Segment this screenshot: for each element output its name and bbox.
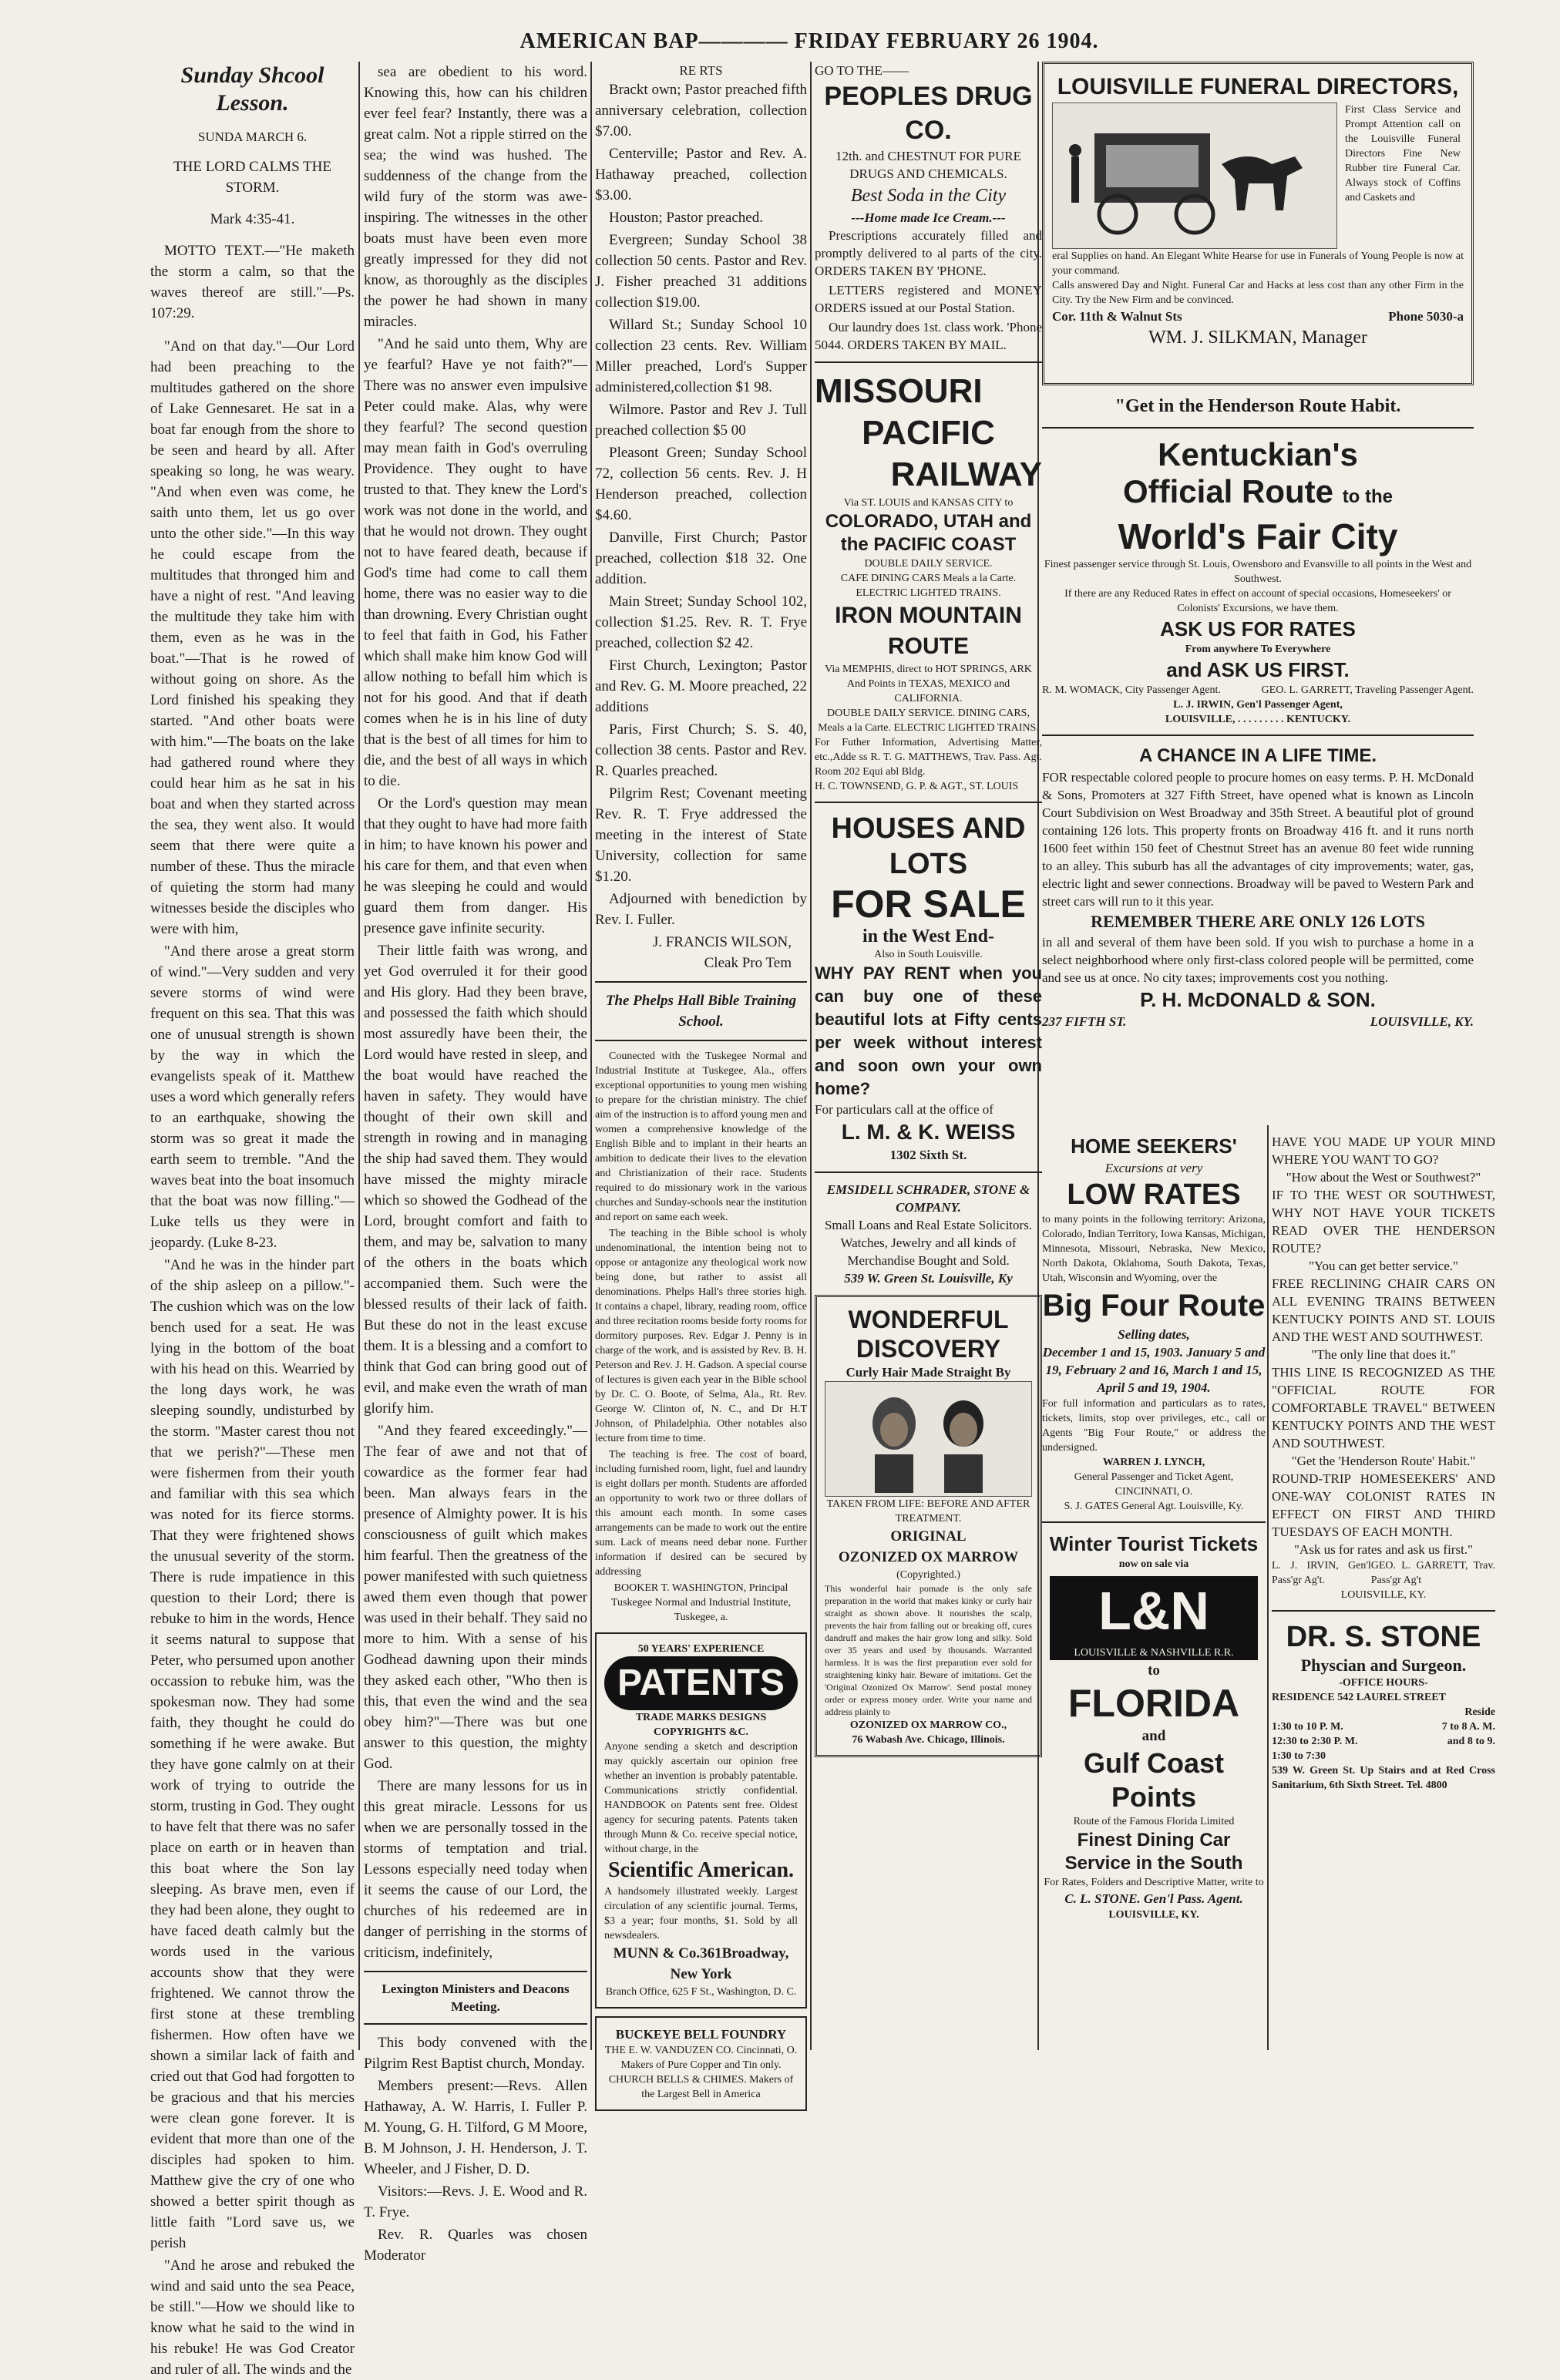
to-the: to the bbox=[1342, 486, 1394, 507]
ice-cream: ---Home made Ice Cream.--- bbox=[851, 210, 1006, 225]
report-item: Pleasont Green; Sunday School 72, collection 56 cents. Rev. J. H Henderson preached, collection $4.60. bbox=[595, 445, 807, 523]
garrett: GEO. L. GARRETT, Traveling Passenger Agent. bbox=[1261, 684, 1474, 696]
gates: S. J. GATES General Agt. Louisville, Ky. bbox=[1064, 1501, 1244, 1512]
report-item: Evergreen; Sunday School 38 collection 50 cents. Pastor and Rev. J. Fisher preached 31 additions collection $19.00. bbox=[595, 232, 807, 311]
before-after-portrait-image bbox=[825, 1381, 1032, 1497]
gulf-coast: Gulf Coast Points bbox=[1083, 1747, 1224, 1813]
ad-text: Via MEMPHIS, direct to HOT SPRINGS, ARK And Points in TEXAS, MEXICO and CALIFORNIA. bbox=[825, 664, 1032, 704]
report-item: Wilmore. Pastor and Rev J. Tull preached collection $5 00 bbox=[595, 402, 807, 439]
phelps-paragraph: Counected with the Tuskegee Normal and Industrial Institute at Tuskegee, Ala., offers exceptional opportunities to young men wishing to prepare for the christian ministry. The chief aim of the instruction is to afford young men and women a comprehensive knowledge of the English Bible and to implant in their hearts an ambition to dedicate their lives to the elevation and Christianization of their race. Students required to do missionary work in the various churches and Sunday-schools near the institution and report on same each week. bbox=[595, 1050, 807, 1223]
pacific-title: PACIFIC bbox=[862, 414, 995, 452]
iron-mountain-title: IRON MOUNTAIN ROUTE bbox=[835, 603, 1022, 659]
article-paragraph: "And they feared exceedingly."—The fear of awe and not that of cowardice as the former fear had been. Man always fears in the presence of Almighty power. It is his consciousness of guilt which makes him fearful. Then the greatness of the power manifested with such quietness awed them even though that power was used in their behalf. They said no more to him. With a sense of his Godhead dawning upon their minds they asked each other, "Who then is this, that even the wind and the sea obey him?"—There was but one answer to this question, the mighty God. bbox=[364, 1423, 587, 1772]
louisville-ky: LOUISVILLE, KY. bbox=[1370, 1014, 1474, 1029]
lynch: WARREN J. LYNCH, bbox=[1102, 1457, 1205, 1468]
henderson-text: ROUND-TRIP HOMESEEKERS' AND ONE-WAY COLONIST RATES IN EFFECT ON FIRST AND THIRD TUESDAYS OF EACH MONTH. bbox=[1272, 1471, 1495, 1539]
article-paragraph: There are many lessons for us in this great miracle. Lessons for us when we are personally tossed in the storms of temptation and trial. Lessons especially need today when it seems the cause of our Lord, the churches of his redeemed are in danger of perrishing in the storms of criticism, indefinitely, bbox=[364, 1778, 587, 1961]
report-item: Centerville; Pastor and Rev. A. Hathaway preached, collection $3.00. bbox=[595, 146, 807, 203]
peoples-drug-address: 12th. and CHESTNUT FOR PURE DRUGS AND CHEMICALS. bbox=[835, 149, 1021, 181]
cl-stone: C. L. STONE. Gen'l Pass. Agent. bbox=[1064, 1891, 1243, 1906]
dining-service: Finest Dining Car Service in the South bbox=[1064, 1830, 1243, 1874]
henderson-text: THIS LINE IS RECOGNIZED AS THE "OFFICIAL ROUTE FOR COMFORTABLE TRAVEL" BETWEEN KENTUCKY POINTS AND THE WEST AND SOUTHWEST. bbox=[1272, 1365, 1495, 1451]
article-paragraph: sea are obedient to his word. Knowing this, how can his children ever feel fear? Instantly, there was a great calm. Not a ripple stirred on the sea; the wind was hushed. The suddenness of the change from the wild fury of the storm was awe-inspiring. The witnesses in the other boats must have been even more greatly impressed for they did not know, as thoroughly as the disciples the power he had shown in many miracles. bbox=[364, 64, 587, 330]
column-sunday-school bbox=[150, 62, 355, 2378]
article-paragraph: Members present:—Revs. Allen Hathaway, A. W. Harris, I. Fuller P. M. Young, G. H. Tilford, G M Moore, B. M Johnson, J. H. Henderson, J. T. Wheeler, and J Fisher, D. D. bbox=[364, 2078, 587, 2177]
phelps-paragraph: The teaching is free. The cost of board, including furnished room, light, fuel and laundry is eight dollars per month. Students are afforded an opportunity to work two or three dollars of this amount each month. In some cases arrangements can be made to work out the entire sum. Lack of means need debar none. Further information if desired can be secured by addressing bbox=[595, 1449, 807, 1578]
houses-lots-title: HOUSES AND LOTS bbox=[831, 812, 1026, 880]
garrett: GEO. L. GARRETT, Trav. Pass'gr Ag't bbox=[1370, 1560, 1495, 1586]
only-line: "The only line that does it." bbox=[1311, 1347, 1456, 1362]
report-item: Main Street; Sunday School 102, collection $1.25. Rev. R. T. Frye preached, collection $2 42. bbox=[595, 593, 807, 651]
patents-trademarks: TRADE MARKS DESIGNS COPYRIGHTS &C. bbox=[635, 1712, 767, 1738]
taken-from-life: TAKEN FROM LIFE: BEFORE AND AFTER TREATMENT. bbox=[826, 1498, 1030, 1524]
big-four-route: Big Four Route bbox=[1042, 1289, 1266, 1323]
munn-branch: Branch Office, 625 F St., Washington, D. C. bbox=[605, 1986, 797, 1998]
dr-stone: DR. S. STONE bbox=[1286, 1621, 1481, 1653]
bell-foundry-title: BUCKEYE BELL FOUNDRY bbox=[615, 2027, 787, 2042]
chance-text: FOR respectable colored people to procure homes on easy terms. P. H. McDonald & Sons, Promoters at 327 Fifth Street, have opened what is known as Lincoln Court Subdivision on West Broadway and 35th Street. A beautiful plot of ground containing 126 lots. This property fronts on Broadway 416 ft. and it runs north 1600 feet within 150 feet of Chestnut Street has an avenue 80 feet wide running to an alley. This suburb has all the advantages of city improvements; water, gas, electric light and sewer connections. Broadway will be paved to Western Park and street cars will run to it this year. bbox=[1042, 770, 1474, 909]
report-item: Paris, First Church; S. S. 40, collection 38 cents. Pastor and Rev. R. Quarles preached. bbox=[595, 721, 807, 779]
womack: R. M. WOMACK, City Passenger Agent. bbox=[1042, 684, 1221, 696]
funeral-directors-title: LOUISVILLE FUNERAL DIRECTORS, bbox=[1057, 74, 1459, 99]
column-ads-lower-right bbox=[1272, 1133, 1495, 2058]
phelps-paragraph: The teaching in the Bible school is wholy undenominational, the intention being not to oppose or antagonize any theological work now being done, but rather to assist all denominations. Phelps Hall's three stories high. It contains a chapel, library, reading room, office and three recitation rooms beside forty rooms for dormitory purposes. Rev. Edgar J. Penny is in charge of the work, and is assisted by Rev. B. H. Peterson and Rev. J. H. Gadson. A special course of lectures is given each year in the Bible school by Dr. C. O. Boote, of Selma, Ala., Rt. Rev. George W. Clinton of, N. C., and Dr H.T Johnson, of Philadelphia. Other notables also lecture from time to time. bbox=[595, 1228, 807, 1444]
dates-list: December 1 and 15, 1903. January 5 and 19, February 2 and 16, March 1 and 15, April 5 and 19, 1904. bbox=[1042, 1345, 1266, 1395]
cl-stone-city: LOUISVILLE, KY. bbox=[1108, 1909, 1199, 1921]
henderson-text: Finest passenger service through St. Louis, Owensboro and Evansville to all points in the West and Southwest. bbox=[1044, 559, 1472, 585]
chance-text: in all and several of them have been sold. If you wish to purchase a home in a select neighborhood where only first-class colored people will be permitted, come and see us at once. No city taxes; improvements cost you nothing. bbox=[1042, 935, 1474, 985]
ad-text: For particulars call at the office of bbox=[815, 1102, 993, 1117]
article-paragraph: "And there arose a great storm of wind."—Very sudden and very severe storms of wind were frequent on this sea. That this was one of unusual strength is shown by the way in which the evangelists speak of it. Matthew uses a word which generally refers to an earthquake, showing the storm was so great it made the earth seem to tremble. "And the waves beat into the boat insomuch that the boat was now filling."—Luke tells us they were in jeopardy. (Luke 8-23. bbox=[150, 943, 355, 1251]
to-word: to bbox=[1148, 1662, 1160, 1679]
home-seekers-text: to many points in the following territory: Arizona, Colorado, Indian Territory, Iowa Kansas, Michigan, Minnesota, Missouri, Nebraska, New Mexico, North Dakota, Oklahoma, South Dakota, Texas, Utah, Wisconsin and Wyoming, over the bbox=[1042, 1214, 1266, 1284]
physician: Physcian and Surgeon. bbox=[1300, 1656, 1467, 1675]
article-paragraph: This body convened with the Pilgrim Rest Baptist church, Monday. bbox=[364, 2035, 587, 2072]
hearse-wagon-image bbox=[1052, 103, 1337, 249]
phelps-hall-heading: The Phelps Hall Bible Training School. bbox=[605, 993, 797, 1030]
column-lesson-continued bbox=[364, 62, 587, 2264]
ask-rates: ASK US FOR RATES bbox=[1160, 617, 1356, 640]
weiss-name: L. M. & K. WEISS bbox=[841, 1120, 1016, 1144]
better-service: "You can get better service." bbox=[1309, 1259, 1458, 1273]
ad-text: H. C. TOWNSEND, G. P. & AGT., ST. LOUIS bbox=[815, 781, 1019, 792]
big-four-text: For full information and particulars as to rates, tickets, limits, stop over privileges, etc., call or Agents "Big Four Route," or address the undersigned. bbox=[1042, 1398, 1266, 1454]
how-about-west: "How about the West or Southwest?" bbox=[1286, 1170, 1481, 1185]
ad-text: CAFE DINING CARS Meals a la Carte. ELECTRIC LIGHTED TRAINS. bbox=[840, 573, 1017, 599]
column-ads-center bbox=[815, 62, 1042, 2058]
residence: RESIDENCE 542 LAUREL STREET bbox=[1272, 1692, 1447, 1703]
article-paragraph: Their little faith was wrong, and yet God overruled it for their good and His glory. Had they been brave, and possessed the faith which should most assuredly have been their, the Lord would have rested in sleep, and the boat would have reached the haven in safety. They would have thought of their own skill and strength in rowing and in managing the ship had saved them. They would have missed the mighty miracle which so showed the Godhead of the Lord, brought comfort and faith to them, and may be, salvation to many of the others in the boats which accompanied them. Such were the blessed results of their lack of faith. But these do not in the least excuse them. It is a blessing and a comfort to think that God can bring good out of evil, and make even the wrath of man glorify him. bbox=[364, 943, 587, 1417]
mcdonald-name: P. H. McDONALD & SON. bbox=[1140, 988, 1376, 1011]
henderson-text: IF TO THE WEST OR SOUTHWEST, WHY NOT HAVE YOUR TICKETS READ OVER THE HENDERSON ROUTE? bbox=[1272, 1188, 1495, 1256]
goto-label: GO TO THE—— bbox=[815, 63, 909, 78]
ask-us: "Ask us for rates and ask us first." bbox=[1293, 1542, 1473, 1557]
column-ads-lower-middle bbox=[1042, 1133, 1266, 2058]
report-item: Danville, First Church; Pastor preached, collection $18 32. One addition. bbox=[595, 529, 807, 587]
ad-text: DOUBLE DAILY SERVICE. DINING CARS, Meals a la Carte. ELECTRIC LIGHTED TRAINS. bbox=[818, 708, 1039, 734]
emsidell-title: EMSIDELL SCHRADER, STONE & COMPANY. bbox=[826, 1182, 1030, 1215]
reports-heading: RE RTS bbox=[679, 63, 723, 78]
west-end: in the West End- bbox=[862, 926, 994, 946]
hours: 12:30 to 2:30 P. M. bbox=[1272, 1736, 1358, 1747]
ox-marrow-name: OZONIZED OX MARROW bbox=[838, 1549, 1019, 1565]
ox-marrow-ad bbox=[815, 1295, 1042, 1757]
louisville-ky: LOUISVILLE, KY. bbox=[1340, 1589, 1427, 1601]
funeral-manager: WM. J. SILKMAN, Manager bbox=[1148, 328, 1367, 348]
office-hours: -OFFICE HOURS- bbox=[1339, 1677, 1428, 1689]
lesson-date: SUNDA MARCH 6. bbox=[197, 129, 308, 144]
on-sale-via: now on sale via bbox=[1118, 1558, 1189, 1570]
lynch-title: General Passenger and Ticket Agent, CINCINNATI, O. bbox=[1074, 1471, 1234, 1498]
low-rates: LOW RATES bbox=[1067, 1178, 1241, 1211]
article-paragraph: Rev. R. Quarles was chosen Moderator bbox=[364, 2227, 587, 2264]
best-soda: Best Soda in the City bbox=[850, 186, 1007, 206]
motto-text: MOTTO TEXT.—"He maketh the storm a calm, so that the waves thereof are still."—Ps. 107:29. bbox=[150, 243, 355, 321]
irvin: L. J. IRVIN, Gen'l Pass'gr Ag't. bbox=[1272, 1560, 1371, 1586]
ox-marrow-company: OZONIZED OX MARROW CO., bbox=[849, 1719, 1007, 1731]
hours: 7 to 8 A. M. bbox=[1441, 1721, 1495, 1733]
scientific-american: Scientific American. bbox=[607, 1858, 795, 1882]
irwin: L. J. IRWIN, Gen'l Passenger Agent, bbox=[1173, 699, 1343, 711]
funeral-corner: Cor. 11th & Walnut Sts bbox=[1052, 309, 1182, 324]
funeral-text: Calls answered Day and Night. Funeral Car and Hacks at less cost than any other Firm in the City. Try the New Firm and be convinced. bbox=[1052, 280, 1464, 306]
missouri-title: MISSOURI bbox=[815, 372, 983, 410]
ask-first: and ASK US FIRST. bbox=[1166, 658, 1350, 681]
curly-hair: Curly Hair Made Straight By bbox=[846, 1365, 1011, 1380]
report-item: Brackt own; Pastor preached fifth anniversary celebration, collection $7.00. bbox=[595, 82, 807, 140]
made-up-mind: HAVE YOU MADE UP YOUR MIND WHERE YOU WANT TO GO? bbox=[1272, 1135, 1495, 1167]
lesson-reference: Mark 4:35-41. bbox=[210, 211, 295, 227]
phelps-address: BOOKER T. WASHINGTON, Principal Tuskegee Normal and Industrial Institute, Tuskegee, a. bbox=[610, 1582, 792, 1623]
column-rule bbox=[810, 62, 812, 2050]
report-item: Houston; Pastor preached. bbox=[609, 210, 763, 226]
ox-marrow-address: 76 Wabash Ave. Chicago, Illinois. bbox=[852, 1734, 1005, 1746]
bell-foundry-text: THE E. W. VANDUZEN CO. Cincinnati, O. Makers of Pure Copper and Tin only. CHURCH BELLS & CHIMES. Makers of the Largest Bell in America bbox=[604, 2045, 798, 2100]
report-item: Adjourned with benediction by Rev. I. Fuller. bbox=[595, 891, 807, 928]
patents-ad bbox=[595, 1632, 807, 2009]
article-paragraph: "And he arose and rebuked the wind and said unto the sea Peace, be still."—How we should like to know what he said to the wind in his rebuke! He was God Creator and ruler of all. The winds and the bbox=[150, 2257, 355, 2378]
famous-route: Route of the Famous Florida Limited bbox=[1073, 1816, 1235, 1827]
ad-text: Small Loans and Real Estate Solicitors. Watches, Jewelry and all kinds of Merchandise Bought and Sold. bbox=[824, 1218, 1033, 1268]
selling-dates: Selling dates, bbox=[1118, 1327, 1190, 1342]
south-louisville: Also in South Louisville. bbox=[874, 949, 983, 960]
for-sale-title: FOR SALE bbox=[831, 882, 1026, 926]
patents-logo: PATENTS bbox=[604, 1656, 798, 1710]
official-route: Official Route bbox=[1122, 473, 1334, 509]
ad-text: Prescriptions accurately filled and promptly delivered to al parts of the city. ORDERS TAKEN BY 'PHONE. bbox=[815, 228, 1042, 278]
funeral-text: eral Supplies on hand. An Elegant White Hearse for use in Funerals of Young People is now at your command. bbox=[1052, 250, 1464, 277]
ad-text: For Futher Information, Advertising Matter, etc.,Adde ss R. T. G. MATTHEWS, Trav. Pass. Agt. Room 202 Equi abl Bldg. bbox=[815, 737, 1042, 778]
peoples-drug-title: PEOPLES DRUG CO. bbox=[824, 82, 1033, 145]
rates-folders: For Rates, Folders and Descriptive Matter, write to bbox=[1044, 1877, 1264, 1888]
and-word: and bbox=[1141, 1728, 1166, 1744]
railway-title: RAILWAY bbox=[890, 455, 1042, 493]
column-rule bbox=[590, 62, 592, 2050]
residence-short: Reside bbox=[1464, 1706, 1495, 1718]
copyrighted: (Copyrighted.) bbox=[896, 1569, 960, 1581]
excursions: Excursions at very bbox=[1104, 1161, 1203, 1175]
hours: 1:30 to 10 P. M. bbox=[1272, 1721, 1343, 1733]
remember-lots: REMEMBER THERE ARE ONLY 126 LOTS bbox=[1091, 912, 1425, 931]
hours: 1:30 to 7:30 bbox=[1272, 1750, 1326, 1762]
ad-text: Our laundry does 1st. class work. 'Phone 5044. ORDERS TAKEN BY MAIL. bbox=[815, 320, 1042, 352]
florida: FLORIDA bbox=[1067, 1682, 1240, 1725]
anywhere: From anywhere To Everywhere bbox=[1185, 644, 1331, 655]
why-pay-rent: WHY PAY RENT when you can buy one of these beautiful lots at Fifty cents per week without interest and soon own your own home? bbox=[815, 963, 1042, 1098]
original-label: ORIGINAL bbox=[890, 1528, 967, 1545]
winter-tourist: Winter Tourist Tickets bbox=[1049, 1532, 1259, 1555]
article-paragraph: "And on that day."—Our Lord had been preaching to the multitudes gathered on the shore of Lake Gennesaret. He sat in a boat far enough from the shore to be seen and heard by all. After speaking so long, he was weary. "And when even was come, he saith unto them, let us go over unto the other side."—In this way he could escape from the multitudes that thronged him and have a night of rest. "And leaving the multitude they take him with them, even as he was in the boat."—That is he rowed of without going on shore. As the Lord finished his speaking they started. "And other boats were with him."—The boats on the lake had gathered round where they could hear him as he sat in his boat and when they started across the sea, they went also. It would seem that there were quite a number of these. Thus the miracle of quieting the storm had many witnesses beside the disciples who were with him, bbox=[150, 338, 355, 937]
ad-text: DOUBLE DAILY SERVICE. bbox=[864, 558, 993, 570]
home-seekers: HOME SEEKERS' bbox=[1071, 1135, 1237, 1158]
green-st-address: 539 W. Green St. Louisville, Ky bbox=[844, 1271, 1013, 1286]
patents-experience: 50 YEARS' EXPERIENCE bbox=[637, 1643, 765, 1655]
ad-text: Via ST. LOUIS and KANSAS CITY to bbox=[843, 497, 1014, 509]
funeral-directors-ad bbox=[1042, 62, 1474, 385]
henderson-text: FREE RECLINING CHAIR CARS ON ALL EVENING TRAINS BETWEEN KENTUCKY POINTS AND ST. LOUIS AND THE WEST AND SOUTHWEST. bbox=[1272, 1276, 1495, 1344]
weiss-address: 1302 Sixth St. bbox=[889, 1148, 967, 1162]
wonderful-discovery: WONDERFUL DISCOVERY bbox=[848, 1306, 1009, 1363]
article-paragraph: Or the Lord's question may mean that they ought to have had more faith in him; to have known his power and his care for them, and that even when he was sleeping he could and would guard them from danger. His presence gave infinite security. bbox=[364, 795, 587, 936]
ln-name: LOUISVILLE & NASHVILLE R.R. bbox=[1050, 1645, 1258, 1660]
fifth-st: 237 FIFTH ST. bbox=[1042, 1014, 1127, 1029]
lesson-title: Sunday Shcool Lesson. bbox=[180, 62, 324, 116]
patents-text: Anyone sending a sketch and description may quickly ascertain our opinion free whether an invention is probably patentable. Communications strictly confidential. HANDBOOK on Patents sent free. Oldest agency for securing patents. Patents taken through Munn & Co. receive special notice, without charge, in the bbox=[604, 1741, 798, 1855]
henderson-habit: "Get in the Henderson Route Habit. bbox=[1115, 396, 1401, 416]
ox-marrow-text: This wonderful hair pomade is the only safe preparation in the world that makes kinky or curly hair straight as shown above. It nourishes the scalp, prevents the hair from falling out or breaking off, cures dandruff and makes the hair grow long and silky. Sold over 35 years and used by thousands. Warranted harmless. It is was the first preparation ever sold for straightening kinky hair. Beware of imitations. Get the 'Original Ozonized Ox Marrow'. Send postal money order or express money order. Write your name and address plainly to bbox=[825, 1583, 1032, 1717]
green-st: 539 W. Green St. Up Stairs and at Red Cross Sanitarium, 6th Sixth Street. Tel. 4800 bbox=[1272, 1765, 1495, 1791]
louisville-line: LOUISVILLE, . . . . . . . . . KENTUCKY. bbox=[1165, 714, 1351, 725]
ad-text: LETTERS registered and MONEY ORDERS issued at our Postal Station. bbox=[815, 283, 1042, 315]
report-item: Willard St.; Sunday School 10 collection 23 cents. Rev. William Miller preached, Lord's Supper administered,collection $1 98. bbox=[595, 317, 807, 395]
colorado-route: COLORADO, UTAH and the PACIFIC COAST bbox=[825, 511, 1032, 555]
article-paragraph: "And he said unto them, Why are ye fearful? Have ye not faith?"—There was no answer even impulsive Peter could make. Alas, why were they fearful? The second question may mean faith in God's overruling Providence. They ought to have trusted to that. They knew the Lord's work was not done in the world, and that he would not drown. They ought not to have feared death, because if God's time had come to call them home, there was no easier way to die than drowning. Every Christian ought to feel that faith in God, his Father which shall make him know God will allow nothing to befall him which is not for his good. And that if death comes when he is in his line of duty that is the best of all times for him to die, and the best of all ways in which to die. bbox=[364, 336, 587, 789]
column-ads-right-top bbox=[1042, 62, 1474, 1125]
column-rule bbox=[1267, 1125, 1269, 2050]
get-habit: "Get the 'Henderson Route' Habit." bbox=[1291, 1454, 1476, 1468]
report-item: Pilgrim Rest; Covenant meeting Rev. R. T. Frye addressed the meeting in the interest of State University, collection for same $1.20. bbox=[595, 785, 807, 885]
funeral-side-text: First Class Service and Prompt Attention call on the Louisville Funeral Directors Fine New Rubber tire Funeral Car. Always stock of Coffins and Caskets and bbox=[1345, 104, 1461, 203]
masthead: AMERICAN BAP———— FRIDAY FEBRUARY 26 1904. bbox=[519, 29, 1099, 53]
funeral-phone: Phone 5030-a bbox=[1388, 309, 1464, 324]
column-rule bbox=[358, 62, 360, 2050]
signature-title: Cleak Pro Tem bbox=[704, 955, 792, 971]
scientific-american-text: A handsomely illustrated weekly. Largest circulation of any scientific journal. Terms, $3 a year; four months, $1. Sold by all newsdealers. bbox=[604, 1886, 798, 1941]
ln-logo: L&N bbox=[1050, 1576, 1258, 1645]
henderson-text: If there are any Reduced Rates in effect on account of special occasions, Homeseekers' or Colonists' Excursions, we have them. bbox=[1064, 588, 1451, 614]
hours: and 8 to 9. bbox=[1447, 1736, 1495, 1747]
ministers-meeting-heading: Lexington Ministers and Deacons Meeting. bbox=[382, 1982, 570, 2014]
bell-foundry-ad bbox=[595, 2016, 807, 2111]
kentuckian-title: Kentuckian's bbox=[1158, 436, 1358, 472]
article-paragraph: Visitors:—Revs. J. E. Wood and R. T. Frye. bbox=[364, 2183, 587, 2220]
column-reports bbox=[595, 62, 807, 2100]
chance-title: A CHANCE IN A LIFE TIME. bbox=[1139, 745, 1377, 766]
report-item: First Church, Lexington; Pastor and Rev. G. M. Moore preached, 22 additions bbox=[595, 657, 807, 715]
article-paragraph: "And he was in the hinder part of the ship asleep on a pillow."-The cushion which was on the low bench used for a seat. He was lying in the bottom of the boat with his head on this. Wearried by the long days work, he was sleeping soundly, undisturbed by the storm. "Master carest thou not that we perish?"—These men were fishermen from their youth and familiar with this sea which was noted for its fierce storms. That they were frightened shows the unusual severity of the storm. There is rude impatience in this question to their Lord; there is rebuke to him in the words, Hence it seems natural to suppose that Peter, who persumed upon another occassion to rebuke him, was the spokesman now. They had some faith, they thought he could do something if he were awake. But they have gone calmly on at their work of trying to outride the storm, trusting in God. They ought to have felt that there was no safer place on earth or in heaven than this boat where the Son lay sleeping. As brave men, even if they had been alone, they ought to have faced death calmly but the words used in the various accounts show that they were frightened. We cannot throw the first stone at these trembling fishermen. How often have we shown a similar lack of faith and cried out that God had forgotten to be gracious and that his mercies were clean gone forever. It is evident that more than one of the disciples had spoken to him. Matthew give the cry of one who showed a better spirit though as little faith "Lord save us, we perish bbox=[150, 1257, 355, 2251]
lesson-subtitle: THE LORD CALMS THE STORM. bbox=[173, 159, 331, 196]
worlds-fair-city: World's Fair City bbox=[1118, 516, 1398, 556]
signature: J. FRANCIS WILSON, bbox=[652, 934, 792, 950]
munn-address: MUNN & Co.361Broadway, New York bbox=[613, 1945, 789, 1982]
